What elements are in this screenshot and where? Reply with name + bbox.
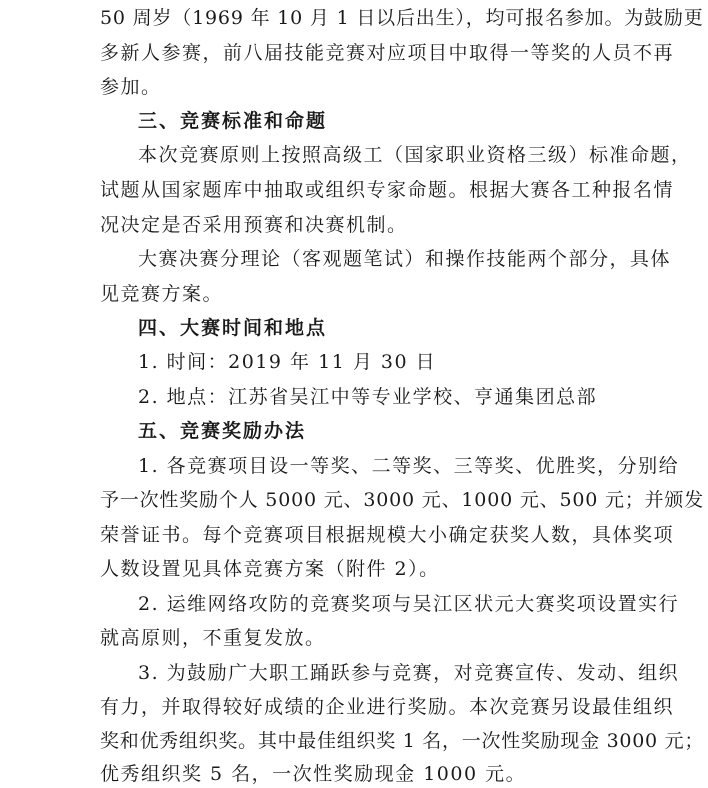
text-line: 3. 为鼓励广大职工踊跃参与竞赛，对竞赛宣传、发动、组织 — [138, 662, 680, 684]
text-line: 1. 各竞赛项目设一等奖、二等奖、三等奖、优胜奖，分别给 — [138, 455, 680, 477]
text-line: 试题从国家题库中抽取或组织专家命题。根据大赛各工种报名情 — [100, 179, 675, 201]
text-line: 多新人参赛，前八届技能竞赛对应项目中取得一等奖的人员不再 — [100, 42, 675, 64]
section-heading: 五、竞赛奖励办法 — [138, 420, 307, 442]
text-line: 就高原则，不重复发放。 — [100, 627, 326, 649]
text-line: 人数设置见具体竞赛方案（附件 2）。 — [100, 558, 440, 580]
text-line: 见竞赛方案。 — [100, 283, 224, 305]
text-line: 奖和优秀组织奖。其中最佳组织奖 1 名，一次性奖励现金 3000 元； — [100, 730, 705, 752]
text-line: 荣誉证书。每个竞赛项目根据规模大小确定获奖人数，具体奖项 — [100, 524, 675, 546]
text-line: 本次竞赛原则上按照高级工（国家职业资格三级）标准命题， — [138, 144, 692, 166]
text-line: 参加。 — [100, 76, 162, 98]
text-line: 50 周岁（1969 年 10 月 1 日以后出生），均可报名参加。为鼓励更 — [100, 7, 704, 29]
section-heading: 四、大赛时间和地点 — [138, 317, 328, 339]
text-line: 大赛决赛分理论（客观题笔试）和操作技能两个部分，具体 — [138, 248, 672, 270]
text-line: 优秀组织奖 5 名，一次性奖励现金 1000 元。 — [100, 763, 527, 785]
text-line: 予一次性奖励个人 5000 元、3000 元、1000 元、500 元；并颁发 — [100, 489, 705, 511]
text-line: 况决定是否采用预赛和决赛机制。 — [100, 214, 408, 236]
text-line: 2. 地点：江苏省吴江中等专业学校、亨通集团总部 — [138, 386, 598, 408]
text-line: 1. 时间：2019 年 11 月 30 日 — [138, 351, 437, 373]
text-line: 2. 运维网络攻防的竞赛奖项与吴江区状元大赛奖项设置实行 — [138, 593, 680, 615]
text-line: 有力，并取得较好成绩的企业进行奖励。本次竞赛另设最佳组织 — [100, 696, 675, 718]
section-heading: 三、竞赛标准和命题 — [138, 110, 328, 132]
